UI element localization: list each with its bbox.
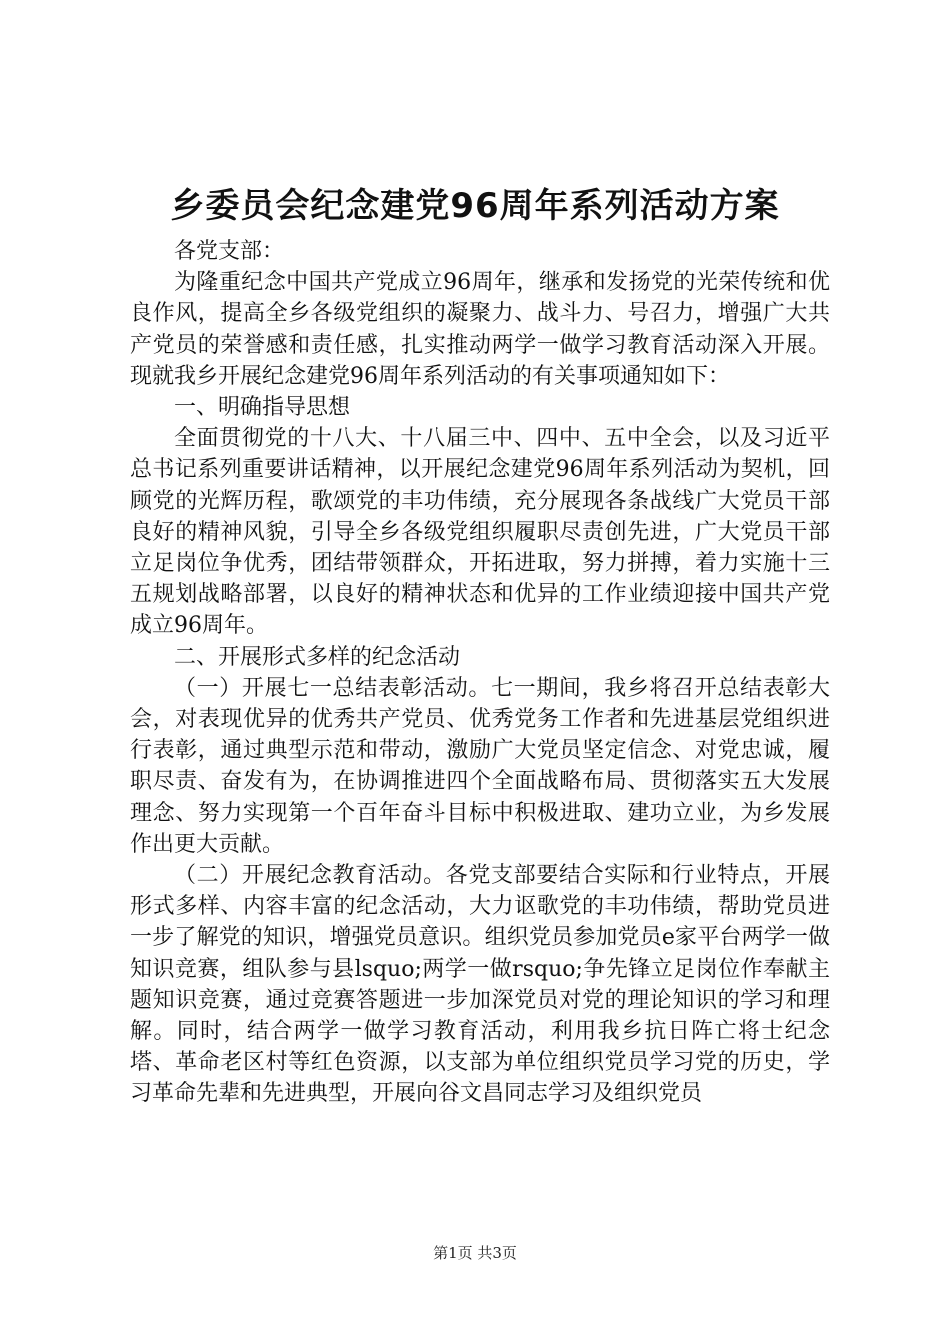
paragraph-guiding-thought: 全面贯彻党的十八大、十八届三中、四中、五中全会，以及习近平总书记系列重要讲话精神，以开展纪念建党96周年系列活动为契机，回顾党的光辉历程，歌颂党的丰功伟绩，充分展现各条战线广大党员干部良好的精神风貌，引导全乡各级党组织履职尽责创先进，广大党员干部立足岗位争优秀，团结带领群众，开拓进取，努力拼搏，着力实施十三五规划战略部署，以良好的精神状态和优异的工作业绩迎接中国共产党成立96周年。: [130, 426, 830, 639]
document-title: 乡委员会纪念建党96周年系列活动方案: [170, 186, 780, 226]
paragraph-activity-2: （二）开展纪念教育活动。各党支部要结合实际和行业特点，开展形式多样、内容丰富的纪念活动，大力讴歌党的丰功伟绩，帮助党员进一步了解党的知识，增强党员意识。组织党员参加党员e家平台两学一做知识竞赛，组队参与县lsquo;两学一做rsquo;争先锋立足岗位作奉献主题知识竞赛，通过竞赛答题进一步加深党员对党的理论知识的学习和理解。同时，结合两学一做学习教育活动，利用我乡抗日阵亡将士纪念塔、革命老区村等红色资源，以支部为单位组织党员学习党的历史，学习革命先辈和先进典型，开展向谷文昌同志学习及组织党员: [130, 863, 830, 1107]
section-heading-2: 二、开展形式多样的纪念活动: [174, 644, 461, 670]
paragraph-activity-1: （一）开展七一总结表彰活动。七一期间，我乡将召开总结表彰大会，对表现优异的优秀共产党员、优秀党务工作者和先进基层党组织进行表彰，通过典型示范和带动，激励广大党员坚定信念、对党忠诚，履职尽责、奋发有为，在协调推进四个全面战略布局、贯彻落实五大发展理念、努力实现第一个百年奋斗目标中积极进取、建功立业，为乡发展作出更大贡献。: [130, 675, 830, 857]
salutation: 各党支部：: [174, 239, 285, 264]
page-number-footer: 第1页 共3页: [433, 1244, 517, 1262]
document-body: [130, 236, 830, 1110]
paragraph-intro: 为隆重纪念中国共产党成立96周年，继承和发扬党的光荣传统和优良作风，提高全乡各级党组织的凝聚力、战斗力、号召力，增强广大共产党员的荣誉感和责任感，扎实推动两学一做学习教育活动深入开展。现就我乡开展纪念建党96周年系列活动的有关事项通知如下：: [130, 270, 830, 389]
section-heading-1: 一、明确指导思想: [174, 395, 351, 421]
